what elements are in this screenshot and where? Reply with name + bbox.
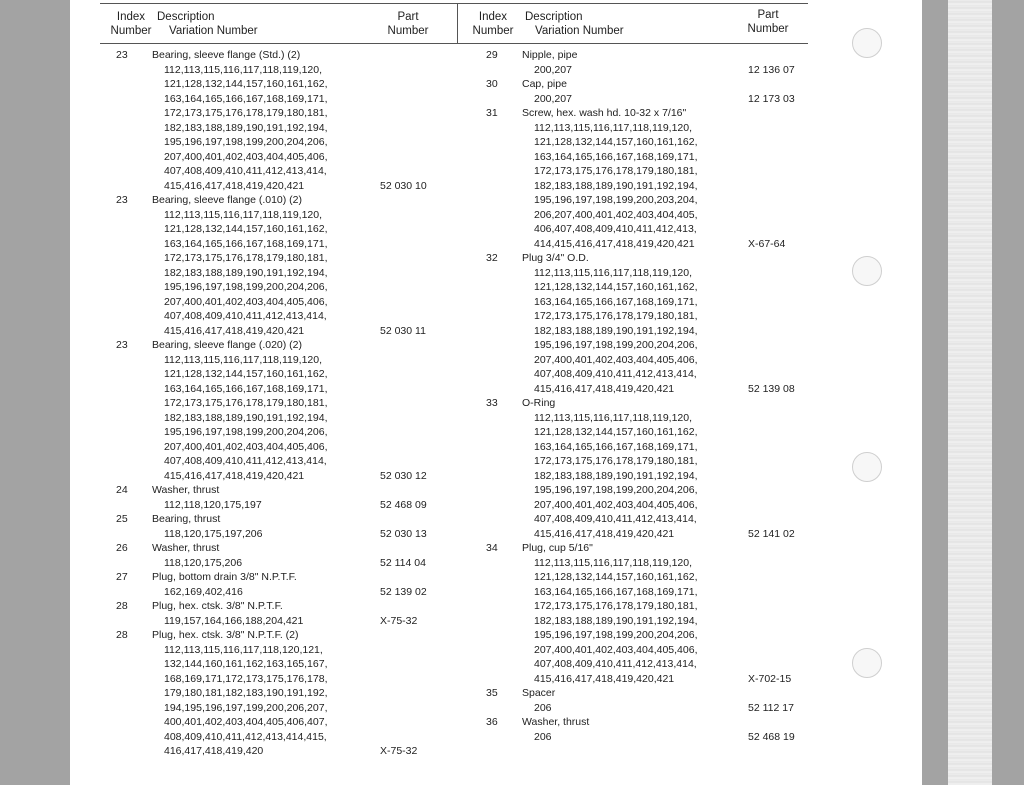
variation-line [470, 208, 808, 223]
variation-numbers: 415,416,417,418,419,420,421 [534, 672, 675, 685]
variation-numbers: 182,183,188,189,190,191,192,194, [534, 179, 698, 192]
index-number: 32 [486, 252, 498, 264]
header-part-number-left: Part Number [387, 11, 429, 37]
index-number: 29 [486, 49, 498, 61]
part-description: Nipple, pipe [522, 49, 578, 61]
variation-line [100, 498, 455, 513]
header-index-number-left: Index Number [110, 11, 152, 37]
variation-numbers: 163,164,165,166,167,168,169,171, [164, 382, 328, 395]
entry-title-line [470, 396, 808, 411]
part-entry [470, 715, 808, 744]
variation-line [470, 338, 808, 353]
index-number: 25 [116, 513, 128, 525]
variation-numbers: 414,415,416,417,418,419,420,421 [534, 237, 695, 250]
variation-numbers: 121,128,132,144,157,160,161,162, [164, 78, 328, 90]
part-number: 52 030 10 [380, 179, 427, 192]
index-number: 23 [116, 339, 128, 351]
variation-line [100, 469, 455, 484]
variation-numbers: 415,416,417,418,419,420,421 [164, 469, 305, 482]
variation-line [470, 614, 808, 629]
part-entry [100, 483, 455, 512]
index-number: 28 [116, 600, 128, 612]
part-entry [100, 628, 455, 759]
entry-title-line [470, 715, 808, 730]
part-description: Plug, cup 5/16" [522, 542, 593, 554]
variation-line [100, 164, 455, 179]
variation-line [470, 701, 808, 716]
part-number: 52 030 12 [380, 469, 427, 482]
variation-numbers: 112,113,115,116,117,118,119,120, [534, 556, 693, 569]
variation-numbers: 121,128,132,144,157,160,161,162, [534, 136, 698, 148]
variation-numbers: 179,180,181,182,183,190,191,192, [164, 687, 328, 699]
variation-line [470, 454, 808, 469]
header-variation-left: Variation Number [169, 25, 258, 37]
part-number: 52 139 02 [380, 585, 427, 598]
part-entry [470, 106, 808, 251]
entry-title-line [470, 686, 808, 701]
part-description: Spacer [522, 687, 556, 699]
part-number: 52 141 02 [748, 527, 795, 540]
variation-line [470, 324, 808, 339]
variation-line [100, 309, 455, 324]
parts-list-right-column [470, 48, 808, 744]
part-number: 52 112 17 [748, 701, 794, 714]
variation-numbers: 132,144,160,161,162,163,165,167, [164, 658, 328, 670]
variation-line [470, 512, 808, 527]
index-number: 26 [116, 542, 128, 554]
punch-hole-1 [852, 28, 882, 58]
variation-numbers: 121,128,132,144,157,160,161,162, [164, 368, 328, 380]
punch-hole-4 [852, 648, 882, 678]
variation-line [100, 237, 455, 252]
variation-numbers: 182,183,188,189,190,191,192,194, [164, 411, 328, 424]
entry-title-line [100, 193, 455, 208]
part-number: X-75-32 [380, 745, 418, 757]
variation-numbers: 112,118,120,175,197 [164, 498, 262, 511]
part-description: Bearing, sleeve flange (.010) (2) [152, 194, 302, 206]
part-entry [470, 541, 808, 686]
variation-numbers: 112,113,115,116,117,118,119,120, [534, 411, 693, 424]
variation-numbers: 206,207,400,401,402,403,404,405, [534, 208, 698, 221]
part-entry [470, 396, 808, 541]
variation-line [470, 237, 808, 252]
variation-numbers: 172,173,175,176,178,179,180,181, [164, 252, 328, 264]
variation-numbers: 162,169,402,416 [164, 585, 243, 598]
index-number: 36 [486, 716, 498, 728]
part-description: Washer, thrust [152, 484, 220, 496]
variation-numbers: 407,408,409,410,411,412,413,414, [164, 310, 327, 322]
variation-numbers: 206 [534, 730, 552, 743]
variation-line [470, 643, 808, 658]
variation-numbers: 172,173,175,176,178,179,180,181, [534, 455, 698, 467]
variation-numbers: 118,120,175,206 [164, 556, 243, 569]
variation-line [100, 208, 455, 223]
variation-line [100, 411, 455, 426]
variation-line [470, 121, 808, 136]
variation-numbers: 407,408,409,410,411,412,413,414, [534, 368, 697, 380]
variation-line [100, 77, 455, 92]
variation-numbers: 195,196,197,198,199,200,204,206, [164, 426, 328, 438]
variation-numbers: 195,196,197,198,199,200,204,206, [534, 339, 698, 351]
part-entry [470, 48, 808, 77]
variation-line [100, 657, 455, 672]
entry-title-line [100, 628, 455, 643]
variation-numbers: 172,173,175,176,178,179,180,181, [534, 165, 698, 177]
variation-numbers: 172,173,175,176,178,179,180,181, [164, 397, 328, 409]
variation-numbers: 182,183,188,189,190,191,192,194, [164, 121, 328, 134]
part-entry [100, 570, 455, 599]
part-description: Plug, hex. ctsk. 3/8" N.P.T.F. (2) [152, 629, 299, 641]
variation-numbers: 172,173,175,176,178,179,180,181, [534, 310, 698, 322]
variation-line [100, 715, 455, 730]
index-number: 24 [116, 484, 128, 496]
variation-numbers: 182,183,188,189,190,191,192,194, [534, 469, 698, 482]
variation-line [470, 150, 808, 165]
variation-line [100, 672, 455, 687]
variation-numbers: 121,128,132,144,157,160,161,162, [164, 223, 328, 235]
variation-line [470, 527, 808, 542]
variation-numbers: 207,400,401,402,403,404,405,406, [164, 150, 328, 163]
index-number: 34 [486, 542, 498, 554]
variation-numbers: 163,164,165,166,167,168,169,171, [534, 585, 698, 598]
part-description: Screw, hex. wash hd. 10-32 x 7/16" [522, 107, 687, 119]
variation-numbers: 121,128,132,144,157,160,161,162, [534, 281, 698, 293]
variation-line [100, 382, 455, 397]
variation-line [100, 730, 455, 745]
variation-numbers: 207,400,401,402,403,404,405,406, [534, 353, 698, 366]
part-entry [100, 48, 455, 193]
header-description-left: Description [157, 11, 215, 23]
variation-numbers: 415,416,417,418,419,420,421 [534, 527, 675, 540]
variation-numbers: 163,164,165,166,167,168,169,171, [164, 237, 328, 250]
entry-title-line [470, 106, 808, 121]
variation-line [100, 222, 455, 237]
variation-line [470, 382, 808, 397]
part-entry [470, 77, 808, 106]
variation-line [470, 469, 808, 484]
variation-line [470, 135, 808, 150]
variation-numbers: 172,173,175,176,178,179,180,181, [164, 107, 328, 119]
variation-numbers: 207,400,401,402,403,404,405,406, [164, 295, 328, 308]
variation-line [100, 440, 455, 455]
part-entry [100, 599, 455, 628]
variation-numbers: 207,400,401,402,403,404,405,406, [164, 440, 328, 453]
variation-numbers: 112,113,115,116,117,118,119,120, [164, 208, 323, 221]
index-number: 31 [486, 107, 498, 119]
punch-hole-2 [852, 256, 882, 286]
variation-line [470, 411, 808, 426]
part-description: Plug 3/4" O.D. [522, 252, 589, 264]
variation-numbers: 163,164,165,166,167,168,169,171, [164, 92, 328, 105]
part-number: 52 468 19 [748, 730, 795, 743]
index-number: 30 [486, 78, 498, 90]
variation-line [470, 179, 808, 194]
variation-numbers: 172,173,175,176,178,179,180,181, [534, 600, 698, 612]
variation-line [470, 193, 808, 208]
variation-line [470, 280, 808, 295]
part-number: 52 030 13 [380, 527, 427, 540]
variation-line [100, 121, 455, 136]
variation-numbers: 118,120,175,197,206 [164, 527, 263, 540]
part-description: Washer, thrust [522, 716, 590, 728]
variation-numbers: 407,408,409,410,411,412,413,414, [534, 658, 697, 670]
variation-line [100, 425, 455, 440]
variation-numbers: 207,400,401,402,403,404,405,406, [534, 498, 698, 511]
variation-line [100, 686, 455, 701]
variation-line [100, 701, 455, 716]
punch-hole-3 [852, 452, 882, 482]
variation-line [470, 295, 808, 310]
variation-line [470, 585, 808, 600]
variation-line [100, 150, 455, 165]
variation-line [100, 179, 455, 194]
variation-line [470, 672, 808, 687]
entry-title-line [100, 512, 455, 527]
variation-line [470, 599, 808, 614]
variation-numbers: 112,113,115,116,117,118,119,120, [534, 266, 693, 279]
variation-line [100, 251, 455, 266]
variation-numbers: 206 [534, 701, 552, 714]
part-number: 52 468 09 [380, 498, 427, 511]
variation-numbers: 112,113,115,116,117,118,119,120, [164, 63, 323, 76]
variation-numbers: 195,196,197,198,199,200,204,206, [534, 484, 698, 496]
header-column-divider [457, 3, 458, 43]
variation-line [100, 744, 455, 759]
part-entry [470, 686, 808, 715]
variation-numbers: 112,113,115,116,117,118,119,120, [534, 121, 693, 134]
variation-line [100, 280, 455, 295]
part-number: X-75-32 [380, 614, 418, 627]
part-number: 52 030 11 [380, 324, 426, 337]
header-variation-right: Variation Number [535, 25, 624, 37]
variation-line [470, 92, 808, 107]
part-entry [100, 512, 455, 541]
variation-line [470, 367, 808, 382]
part-description: Plug, hex. ctsk. 3/8" N.P.T.F. [152, 600, 283, 612]
variation-line [470, 309, 808, 324]
variation-numbers: 182,183,188,189,190,191,192,194, [534, 324, 698, 337]
variation-line [100, 614, 455, 629]
variation-line [470, 657, 808, 672]
variation-line [470, 730, 808, 745]
part-description: Bearing, sleeve flange (Std.) (2) [152, 49, 301, 61]
part-number: 52 114 04 [380, 556, 426, 569]
variation-numbers: 182,183,188,189,190,191,192,194, [534, 614, 698, 627]
variation-line [470, 498, 808, 513]
part-description: Bearing, sleeve flange (.020) (2) [152, 339, 302, 351]
entry-title-line [470, 48, 808, 63]
variation-numbers: 415,416,417,418,419,420,421 [164, 324, 305, 337]
entry-title-line [100, 599, 455, 614]
variation-line [470, 483, 808, 498]
variation-line [100, 454, 455, 469]
index-number: 35 [486, 687, 498, 699]
variation-line [470, 556, 808, 571]
variation-line [100, 527, 455, 542]
variation-numbers: 195,196,197,198,199,200,204,206, [164, 136, 328, 148]
variation-numbers: 163,164,165,166,167,168,169,171, [534, 150, 698, 163]
variation-numbers: 194,195,196,197,199,200,206,207, [164, 701, 328, 714]
part-number: 12 136 07 [748, 63, 795, 76]
variation-numbers: 112,113,115,116,117,118,119,120, [164, 353, 323, 366]
variation-numbers: 200,207 [534, 92, 572, 105]
variation-line [470, 425, 808, 440]
variation-line [100, 92, 455, 107]
variation-numbers: 406,407,408,409,410,411,412,413, [534, 223, 697, 235]
variation-line [100, 295, 455, 310]
variation-line [100, 396, 455, 411]
variation-numbers: 163,164,165,166,167,168,169,171, [534, 295, 698, 308]
variation-line [470, 353, 808, 368]
part-number: X-702-15 [748, 672, 792, 685]
variation-numbers: 407,408,409,410,411,412,413,414, [534, 513, 697, 525]
entry-title-line [470, 77, 808, 92]
part-number: 52 139 08 [748, 382, 795, 395]
parts-list-left-column [100, 48, 455, 759]
variation-numbers: 400,401,402,403,404,405,406,407, [164, 716, 328, 728]
variation-numbers: 182,183,188,189,190,191,192,194, [164, 266, 328, 279]
variation-line [100, 556, 455, 571]
variation-numbers: 121,128,132,144,157,160,161,162, [534, 571, 698, 583]
variation-numbers: 416,417,418,419,420 [164, 745, 264, 757]
index-number: 28 [116, 629, 128, 641]
header-index-number-right: Index Number [472, 11, 514, 37]
variation-numbers: 119,157,164,166,188,204,421 [164, 614, 304, 627]
entry-title-line [100, 48, 455, 63]
variation-numbers: 195,196,197,198,199,200,204,206, [534, 629, 698, 641]
variation-line [100, 63, 455, 78]
variation-numbers: 407,408,409,410,411,412,413,414, [164, 455, 327, 467]
variation-line [100, 106, 455, 121]
entry-title-line [470, 541, 808, 556]
variation-line [100, 353, 455, 368]
variation-line [470, 63, 808, 78]
part-entry [100, 193, 455, 338]
variation-line [470, 628, 808, 643]
part-entry [100, 338, 455, 483]
variation-numbers: 195,196,197,198,199,200,204,206, [164, 281, 328, 293]
binder-edge [948, 0, 992, 785]
part-description: Washer, thrust [152, 542, 220, 554]
variation-numbers: 200,207 [534, 63, 572, 76]
index-number: 23 [116, 194, 128, 206]
header-bottom-rule [100, 43, 808, 44]
entry-title-line [100, 570, 455, 585]
variation-line [100, 324, 455, 339]
entry-title-line [470, 251, 808, 266]
part-description: Bearing, thrust [152, 513, 221, 525]
variation-numbers: 163,164,165,166,167,168,169,171, [534, 440, 698, 453]
variation-line [470, 570, 808, 585]
part-entry [470, 251, 808, 396]
variation-numbers: 121,128,132,144,157,160,161,162, [534, 426, 698, 438]
variation-line [100, 367, 455, 382]
variation-line [470, 222, 808, 237]
variation-numbers: 415,416,417,418,419,420,421 [534, 382, 675, 395]
entry-title-line [100, 541, 455, 556]
part-description: Cap, pipe [522, 78, 567, 90]
variation-line [100, 135, 455, 150]
header-description-right: Description [525, 11, 583, 23]
index-number: 23 [116, 49, 128, 61]
part-description: O-Ring [522, 397, 556, 409]
part-number: X-67-64 [748, 237, 786, 250]
variation-numbers: 207,400,401,402,403,404,405,406, [534, 643, 698, 656]
entry-title-line [100, 483, 455, 498]
variation-numbers: 407,408,409,410,411,412,413,414, [164, 165, 327, 177]
variation-numbers: 195,196,197,198,199,200,203,204, [534, 194, 698, 206]
part-entry [100, 541, 455, 570]
variation-numbers: 408,409,410,411,412,413,414,415, [164, 730, 327, 743]
variation-line [100, 643, 455, 658]
variation-numbers: 112,113,115,116,117,118,120,121, [164, 643, 323, 656]
variation-line [100, 266, 455, 281]
header-top-rule [100, 3, 808, 4]
variation-numbers: 168,169,171,172,173,175,176,178, [164, 672, 328, 685]
index-number: 33 [486, 397, 498, 409]
variation-line [470, 164, 808, 179]
variation-line [470, 266, 808, 281]
part-description: Plug, bottom drain 3/8" N.P.T.F. [152, 571, 297, 583]
variation-line [100, 585, 455, 600]
variation-numbers: 415,416,417,418,419,420,421 [164, 179, 305, 192]
index-number: 27 [116, 571, 128, 583]
header-part-number-right: Part Number [747, 9, 789, 35]
part-number: 12 173 03 [748, 92, 795, 105]
entry-title-line [100, 338, 455, 353]
variation-line [470, 440, 808, 455]
